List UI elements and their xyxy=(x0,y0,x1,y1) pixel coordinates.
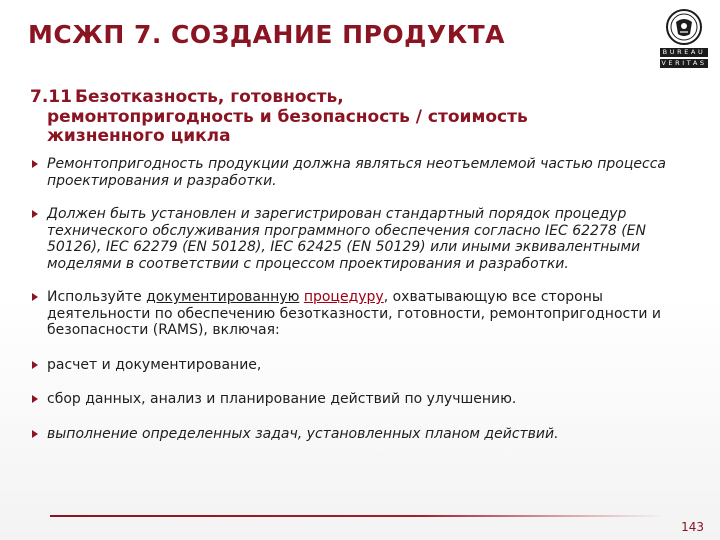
subheading-line-1: Безотказность, готовность, xyxy=(75,87,344,107)
bullet-arrow-icon xyxy=(32,210,38,218)
bullet-text-suffix: , охватывающую все стороны деятельности по обеспечению безотказности, готовности, ремонтопригодности и безопасности (RAMS), включая: xyxy=(47,289,662,338)
seal-icon xyxy=(660,8,708,46)
section-subheading xyxy=(30,88,680,147)
procedure-link[interactable]: процедуру xyxy=(303,289,384,305)
documented-link[interactable]: документированную xyxy=(146,289,300,305)
bullet-list xyxy=(30,156,690,442)
bullet-item xyxy=(30,206,690,272)
logo-word-bureau: BUREAU xyxy=(660,48,708,57)
bullet-item xyxy=(30,289,690,339)
subheading-line-3: жизненного цикла xyxy=(47,126,231,146)
footer-divider xyxy=(50,515,665,517)
bullet-text: расчет и документирование, xyxy=(47,356,262,373)
bullet-text: сбор данных, анализ и планирование действий по улучшению. xyxy=(47,391,517,407)
bullet-arrow-icon xyxy=(32,293,38,301)
bullet-item xyxy=(30,357,690,374)
page-number: 143 xyxy=(681,520,704,534)
bullet-item xyxy=(30,391,690,408)
bullet-arrow-icon xyxy=(32,160,38,168)
bullet-text: выполнение определенных задач, установленных планом действий. xyxy=(47,425,559,442)
bullet-text-prefix: Используйте xyxy=(47,289,147,305)
bullet-arrow-icon xyxy=(32,430,38,438)
slide-title: МСЖП 7. СОЗДАНИЕ ПРОДУКТА xyxy=(28,20,506,49)
logo-word-veritas: VERITAS xyxy=(661,59,707,67)
bullet-item xyxy=(30,426,690,443)
bullet-text: Должен быть установлен и зарегистрирован стандартный порядок процедур технического обслуживания программного обеспечения согласно IEC 62278 (EN 50126), IEC 62279 (EN 50128), IEC 62425 (EN 50129) или иными эквивалентными моделями в соответствии с процессом проектирования и разработки. xyxy=(47,206,646,272)
subheading-line-2: ремонтопригодность и безопасность / стоимость xyxy=(47,106,528,127)
bullet-text: Ремонтопригодность продукции должна являться неотъемлемой частью процесса проектирования и разработки. xyxy=(47,156,666,189)
bullet-arrow-icon xyxy=(32,361,38,369)
bullet-item xyxy=(30,156,690,189)
bullet-arrow-icon xyxy=(32,395,38,403)
section-number: 7.11 xyxy=(30,87,72,107)
bureau-veritas-logo xyxy=(660,8,708,68)
